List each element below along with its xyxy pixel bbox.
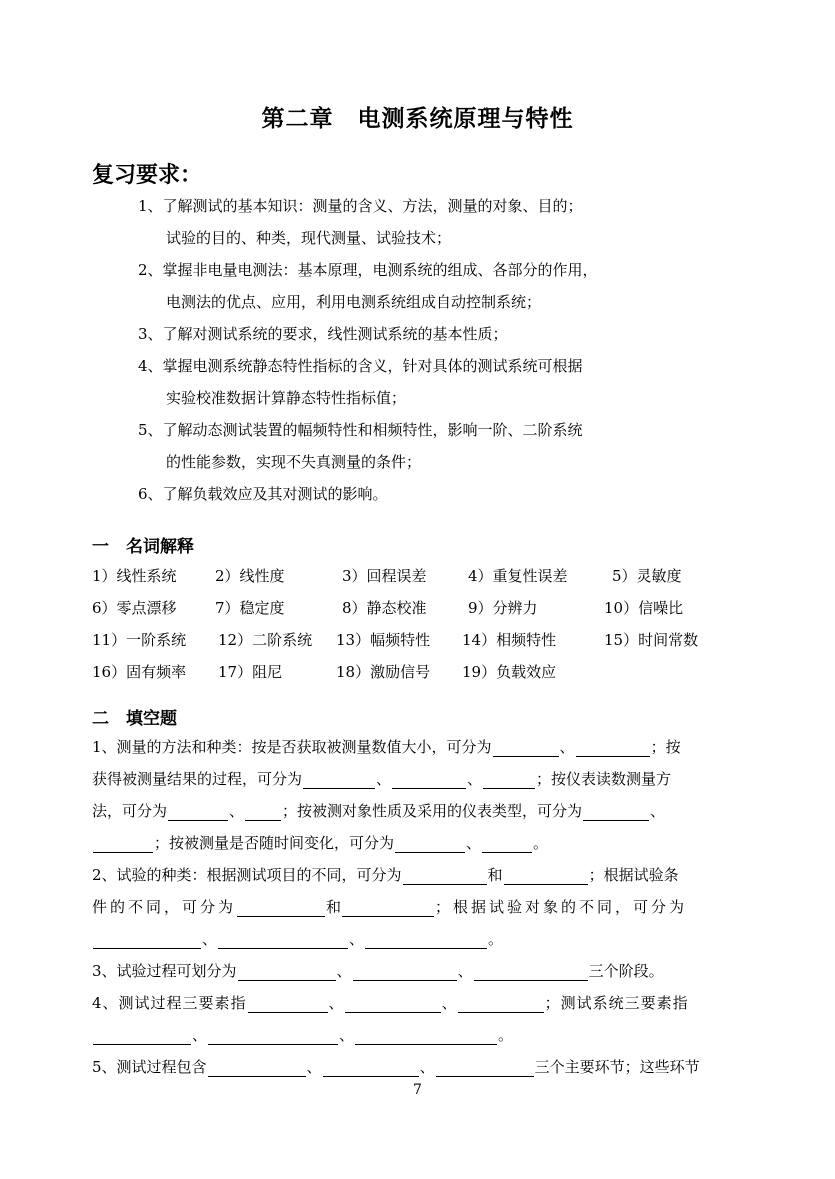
term-item: 16）固有频率 (92, 663, 187, 681)
requirement-line: 的性能参数，实现不失真测量的条件； (166, 453, 422, 471)
answer-blank[interactable] (248, 996, 328, 1013)
separator: 、 (650, 802, 666, 820)
question-text: 三个阶段。 (588, 962, 664, 980)
answer-blank[interactable] (436, 1060, 534, 1077)
separator: 、 (457, 962, 473, 980)
question-text: 法，可分为 (92, 802, 168, 820)
question-text: ；根据试验条 (588, 866, 679, 884)
term-item: 7）稳定度 (215, 599, 285, 617)
answer-blank[interactable] (482, 836, 532, 853)
requirement-line: 电测法的优点、应用，利用电测系统组成自动控制系统； (166, 293, 542, 311)
answer-blank[interactable] (168, 804, 228, 821)
separator: 、 (466, 834, 482, 852)
question-2-line-3 (92, 929, 744, 949)
answer-blank[interactable] (483, 772, 535, 789)
term-item: 17）阻尼 (218, 663, 283, 681)
question-text: 4、测试过程三要素指 (92, 994, 247, 1012)
requirement-line: 实验校准数据计算静态特性指标值； (166, 389, 407, 407)
question-2-line-1 (92, 865, 744, 885)
answer-blank[interactable] (345, 996, 441, 1013)
question-text: 2、试验的种类：根据测试项目的不同，可分为 (92, 866, 402, 884)
answer-blank[interactable] (93, 836, 153, 853)
term-item: 12）二阶系统 (218, 631, 313, 649)
page-number: 7 (413, 1082, 422, 1098)
question-text: 3、试验过程可划分为 (92, 962, 237, 980)
question-3-line (92, 961, 744, 981)
question-text: ；按 (650, 738, 681, 756)
question-text: ；按被测量是否随时间变化，可分为 (154, 834, 395, 852)
separator: 、 (339, 1026, 355, 1044)
section-heading-fill-blanks: 二 填空题 (92, 709, 177, 729)
term-item: 4）重复性误差 (468, 567, 568, 585)
question-text: ；测试系统三要素指 (544, 994, 689, 1012)
answer-blank[interactable] (208, 1028, 338, 1045)
separator: 、 (349, 930, 365, 948)
separator: 、 (467, 770, 483, 788)
requirement-line: 2、掌握非电量电测法：基本原理，电测系统的组成、各部分的作用， (138, 261, 598, 279)
answer-blank[interactable] (323, 1060, 419, 1077)
separator: 。 (488, 930, 504, 948)
term-item: 15）时间常数 (604, 631, 699, 649)
answer-blank[interactable] (583, 804, 649, 821)
requirement-line: 6、了解负载效应及其对测试的影响。 (138, 485, 388, 503)
question-1-line-3 (92, 801, 744, 821)
review-heading: 复习要求： (92, 163, 203, 188)
term-item: 9）分辨力 (468, 599, 538, 617)
term-item: 18）激励信号 (336, 663, 431, 681)
answer-blank[interactable] (353, 964, 457, 981)
separator: 、 (419, 1058, 435, 1076)
answer-blank[interactable] (237, 900, 325, 917)
term-item: 2）线性度 (215, 567, 285, 585)
separator: 、 (306, 1058, 322, 1076)
requirement-line: 5、了解动态测试装置的幅频特性和相频特性，影响一阶、二阶系统 (138, 421, 583, 439)
answer-blank[interactable] (208, 1060, 306, 1077)
answer-blank[interactable] (218, 932, 348, 949)
term-item: 10）信噪比 (604, 599, 684, 617)
question-text: 5、测试过程包含 (92, 1058, 207, 1076)
answer-blank[interactable] (303, 772, 375, 789)
term-item: 13）幅频特性 (336, 631, 431, 649)
term-item: 19）负载效应 (462, 663, 557, 681)
term-item: 14）相频特性 (462, 631, 557, 649)
question-text: ；按被测对象性质及采用的仪表类型，可分为 (282, 802, 583, 820)
section-heading-definitions: 一 名词解释 (92, 537, 194, 557)
separator: 、 (376, 770, 392, 788)
term-item: 1）线性系统 (92, 567, 177, 585)
answer-blank[interactable] (458, 996, 544, 1013)
term-item: 3）回程误差 (342, 567, 427, 585)
answer-blank[interactable] (403, 868, 487, 885)
question-text: 获得被测量结果的过程，可分为 (92, 770, 303, 788)
question-4-line-2 (92, 1025, 744, 1045)
separator: 、 (202, 930, 218, 948)
answer-blank[interactable] (238, 964, 336, 981)
answer-blank[interactable] (355, 1028, 497, 1045)
answer-blank[interactable] (342, 900, 434, 917)
requirement-line: 试验的目的、种类，现代测量、试验技术； (166, 229, 452, 247)
question-1-line-4 (92, 833, 744, 853)
question-text: 1、测量的方法和种类：按是否获取被测量数值大小，可分为 (92, 738, 492, 756)
separator: 、 (336, 962, 352, 980)
question-text: 件的不同，可分为 (92, 898, 237, 916)
question-4-line-1 (92, 993, 744, 1013)
answer-blank[interactable] (474, 964, 588, 981)
answer-blank[interactable] (245, 804, 281, 821)
question-text: 和 (487, 866, 503, 884)
answer-blank[interactable] (493, 740, 559, 757)
separator: 、 (441, 994, 457, 1012)
question-text: 和 (326, 898, 342, 916)
question-1-line-2 (92, 769, 744, 789)
question-2-line-2 (92, 897, 744, 917)
answer-blank[interactable] (365, 932, 487, 949)
answer-blank[interactable] (93, 1028, 191, 1045)
term-item: 8）静态校准 (342, 599, 427, 617)
question-1-line-1 (92, 737, 744, 757)
separator: 、 (192, 1026, 208, 1044)
separator: 、 (559, 738, 575, 756)
requirement-line: 4、掌握电测系统静态特性指标的含义，针对具体的测试系统可根据 (138, 357, 583, 375)
answer-blank[interactable] (392, 772, 466, 789)
answer-blank[interactable] (93, 932, 201, 949)
answer-blank[interactable] (576, 740, 650, 757)
term-item: 11）一阶系统 (92, 631, 187, 649)
answer-blank[interactable] (504, 868, 588, 885)
requirement-line: 1、了解测试的基本知识：测量的含义、方法，测量的对象、目的； (138, 197, 583, 215)
question-5-line (92, 1057, 744, 1077)
separator: 、 (229, 802, 245, 820)
requirement-line: 3、了解对测试系统的要求，线性测试系统的基本性质； (138, 325, 508, 343)
question-text: ；根据试验对象的不同，可分为 (435, 898, 688, 916)
chapter-title: 第二章 电测系统原理与特性 (261, 106, 574, 132)
term-item: 6）零点漂移 (92, 599, 177, 617)
separator: 。 (498, 1026, 514, 1044)
separator: 。 (533, 834, 549, 852)
separator: 、 (328, 994, 344, 1012)
term-item: 5）灵敏度 (612, 567, 682, 585)
question-text: ；按仪表读数测量方 (536, 770, 672, 788)
answer-blank[interactable] (395, 836, 465, 853)
question-text: 三个主要环节；这些环节 (534, 1058, 700, 1076)
